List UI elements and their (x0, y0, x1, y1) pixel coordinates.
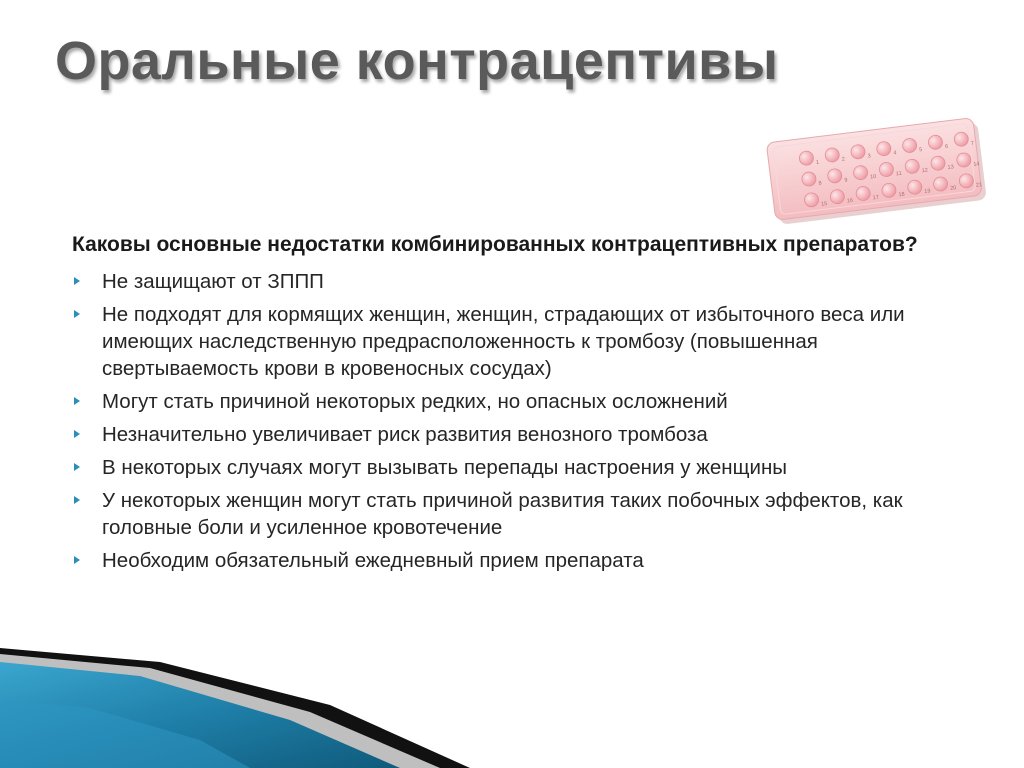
pill-day-label: 10 (869, 173, 877, 181)
pill-day-label: 1 (815, 159, 820, 167)
bullet-text: Не подходят для кормящих женщин, женщин, страдающих от избыточного веса или имеющих наследственную предрасположенность к тромбозу (повышенная свертываемость крови в кровеносных сосудах) (102, 303, 905, 380)
pill-day-label: 6 (944, 143, 949, 151)
bullet-text: Не защищают от ЗППП (102, 270, 324, 293)
bullet-text: Необходим обязательный ежедневный прием препарата (102, 549, 644, 572)
pill-day-label: 13 (947, 164, 955, 172)
pill-day-label: 7 (970, 140, 975, 147)
pill-day-label: 4 (893, 150, 897, 157)
bullet-text: Незначительно увеличивает риск развития венозного тромбоза (102, 423, 708, 446)
pill-day-label: 18 (898, 191, 906, 199)
pill-day-label: 21 (975, 181, 983, 189)
pill-day-label: 11 (895, 170, 903, 178)
pill-day-label: 15 (820, 200, 828, 208)
slide-title: Оральные контрацептивы (55, 31, 779, 91)
question-heading: Каковы основные недостатки комбинированных контрацептивных препаратов? (72, 233, 918, 256)
pill-day-label: 5 (918, 147, 923, 154)
pill-day-label: 12 (921, 167, 929, 175)
pill-day-label: 20 (949, 185, 957, 192)
pill-day-label: 19 (924, 188, 931, 196)
bullet-text: Могут стать причиной некоторых редких, но опасных осложнений (102, 390, 728, 413)
pill-day-label: 2 (841, 156, 846, 163)
bullet-text: У некоторых женщин могут стать причиной развития таких побочных эффектов, как головные боли и усиленное кровотечение (102, 489, 903, 539)
pill-day-label: 9 (844, 177, 848, 184)
pill-day-label: 16 (846, 197, 854, 205)
bullet-text: В некоторых случаях могут вызывать перепады настроения у женщины (102, 456, 787, 479)
pill-day-label: 8 (818, 180, 823, 187)
pill-day-label: 3 (867, 153, 872, 160)
pill-day-label: 17 (872, 194, 880, 202)
pill-day-label: 14 (973, 161, 980, 168)
